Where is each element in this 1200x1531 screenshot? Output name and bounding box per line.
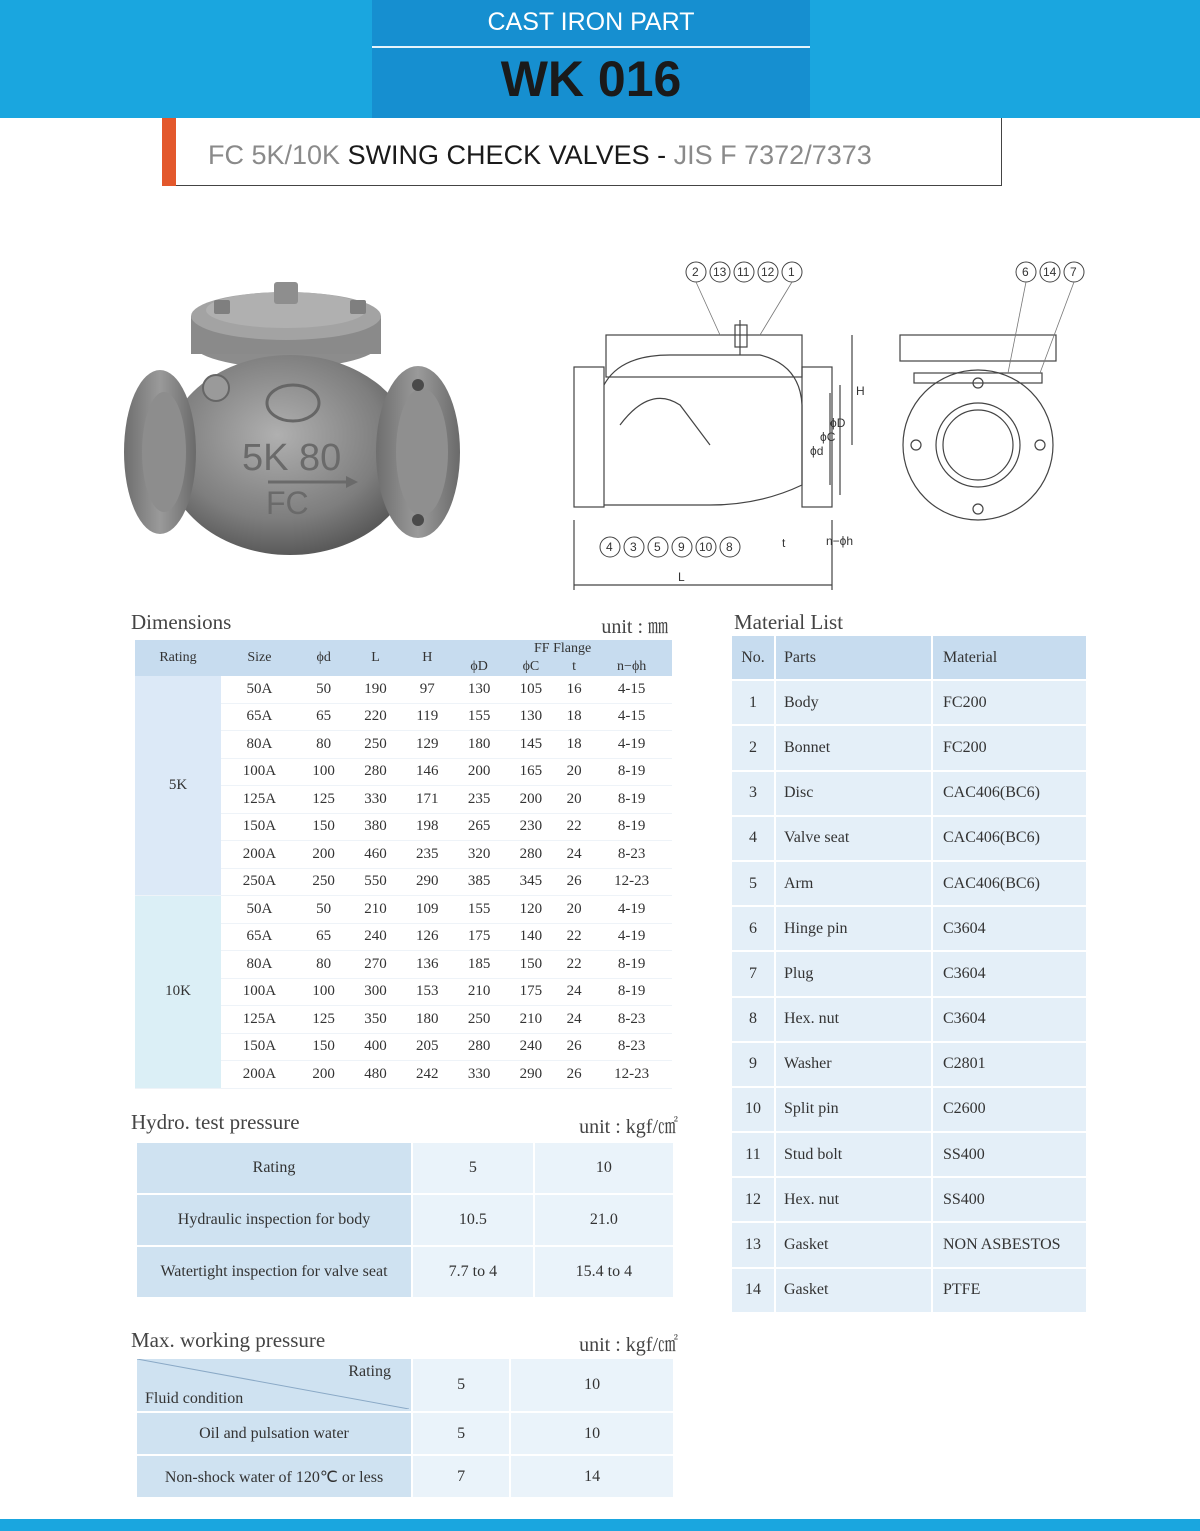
- table-cell: 22: [557, 813, 592, 841]
- material-name: FC200: [932, 680, 1087, 725]
- material-no: 8: [731, 997, 775, 1042]
- table-cell: 150: [298, 813, 350, 841]
- mwp-table: [135, 1357, 675, 1499]
- table-cell: 8-23: [591, 1033, 672, 1061]
- mwp-unit: unit : kgf/㎠: [579, 1334, 678, 1356]
- table-cell: 120: [505, 896, 557, 924]
- table-cell: 230: [505, 813, 557, 841]
- table-cell: 165: [505, 758, 557, 786]
- hydro-title: Hydro. test pressure: [131, 1110, 300, 1134]
- mwp-row-value: 7: [412, 1455, 510, 1498]
- table-cell: 175: [453, 923, 505, 951]
- table-cell: 26: [557, 1061, 592, 1089]
- table-cell: 109: [401, 896, 453, 924]
- hydro-row-value: 15.4 to 4: [534, 1246, 674, 1298]
- table-cell: 250: [350, 731, 402, 759]
- table-cell: 200A: [221, 1061, 298, 1089]
- col-flange-t: t: [557, 658, 592, 676]
- table-cell: 210: [453, 978, 505, 1006]
- table-cell: 65: [298, 703, 350, 731]
- table-cell: 105: [505, 676, 557, 703]
- table-cell: 190: [350, 676, 402, 703]
- table-cell: 345: [505, 868, 557, 896]
- table-cell: 80A: [221, 731, 298, 759]
- table-cell: 220: [350, 703, 402, 731]
- dim-label-h: H: [856, 384, 865, 398]
- material-no: 9: [731, 1042, 775, 1087]
- table-cell: 8-19: [591, 758, 672, 786]
- table-cell: 50A: [221, 896, 298, 924]
- material-no: 14: [731, 1268, 775, 1313]
- dimensions-title: Dimensions: [131, 610, 232, 634]
- material-no: 7: [731, 951, 775, 996]
- col-l: L: [350, 640, 402, 676]
- callout-13: 13: [713, 265, 727, 279]
- material-no: 1: [731, 680, 775, 725]
- table-cell: 126: [401, 923, 453, 951]
- callout-7: 7: [1070, 265, 1077, 279]
- table-row: [731, 861, 1087, 906]
- table-cell: 171: [401, 786, 453, 814]
- table-cell: 119: [401, 703, 453, 731]
- col-parts: Parts: [775, 635, 932, 680]
- table-cell: 270: [350, 951, 402, 979]
- table-cell: 300: [350, 978, 402, 1006]
- table-cell: 50A: [221, 676, 298, 703]
- material-name: PTFE: [932, 1268, 1087, 1313]
- table-row: [135, 676, 672, 703]
- valve-drawing: [560, 255, 1100, 595]
- table-row: [136, 1142, 674, 1194]
- subtitle-standard: JIS F 7372/7373: [673, 140, 872, 170]
- col-flange-nh: n−ϕh: [591, 658, 672, 676]
- header-divider: [372, 46, 810, 48]
- material-no: 3: [731, 771, 775, 816]
- table-cell: 155: [453, 896, 505, 924]
- table-row: [731, 1177, 1087, 1222]
- table-cell: 65A: [221, 923, 298, 951]
- table-cell: 145: [505, 731, 557, 759]
- table-cell: 200: [298, 1061, 350, 1089]
- table-row: [731, 816, 1087, 861]
- table-cell: 20: [557, 786, 592, 814]
- table-cell: 330: [350, 786, 402, 814]
- table-cell: 210: [505, 1006, 557, 1034]
- material-part: Hex. nut: [775, 1177, 932, 1222]
- table-cell: 4-19: [591, 731, 672, 759]
- subtitle-material: FC 5K/10K: [208, 140, 348, 170]
- col-no: No.: [731, 635, 775, 680]
- side-callouts-bottom: [600, 537, 740, 557]
- table-cell: 65: [298, 923, 350, 951]
- table-cell: 330: [453, 1061, 505, 1089]
- col-ff-flange: FF Flange: [453, 640, 672, 658]
- table-cell: 136: [401, 951, 453, 979]
- table-cell: 100: [298, 758, 350, 786]
- table-cell: 80A: [221, 951, 298, 979]
- material-name: C3604: [932, 906, 1087, 951]
- table-row: [136, 1455, 674, 1498]
- material-name: C2600: [932, 1087, 1087, 1132]
- category-label: CAST IRON PART: [487, 8, 695, 36]
- material-no: 2: [731, 725, 775, 770]
- table-row: [136, 1246, 674, 1298]
- table-row: [136, 1412, 674, 1455]
- accent-bar: [162, 118, 176, 186]
- table-cell: 20: [557, 758, 592, 786]
- table-cell: 290: [505, 1061, 557, 1089]
- table-cell: 130: [505, 703, 557, 731]
- table-cell: 146: [401, 758, 453, 786]
- material-part: Gasket: [775, 1268, 932, 1313]
- table-cell: 125: [298, 786, 350, 814]
- table-cell: 240: [505, 1033, 557, 1061]
- table-cell: 8-19: [591, 786, 672, 814]
- table-row: [731, 1268, 1087, 1313]
- mwp-title: Max. working pressure: [131, 1328, 326, 1352]
- material-name: CAC406(BC6): [932, 816, 1087, 861]
- mwp-header-10: 10: [510, 1358, 674, 1412]
- table-cell: 100A: [221, 978, 298, 1006]
- table-cell: 150: [505, 951, 557, 979]
- hydro-row-label: Watertight inspection for valve seat: [136, 1246, 412, 1298]
- table-cell: 200: [505, 786, 557, 814]
- table-cell: 8-23: [591, 1006, 672, 1034]
- table-cell: 385: [453, 868, 505, 896]
- callout-12: 12: [761, 265, 775, 279]
- model-number: WK 016: [500, 51, 682, 107]
- table-cell: 265: [453, 813, 505, 841]
- table-cell: 100: [298, 978, 350, 1006]
- header-band: [0, 0, 1200, 118]
- table-cell: 460: [350, 841, 402, 869]
- table-cell: 250: [298, 868, 350, 896]
- material-part: Stud bolt: [775, 1132, 932, 1177]
- material-no: 6: [731, 906, 775, 951]
- material-name: FC200: [932, 725, 1087, 770]
- mwp-header-rating: Rating: [348, 1363, 391, 1380]
- table-cell: 8-23: [591, 841, 672, 869]
- table-cell: 125: [298, 1006, 350, 1034]
- hydro-row-value: 10.5: [412, 1194, 534, 1246]
- material-part: Plug: [775, 951, 932, 996]
- table-cell: 242: [401, 1061, 453, 1089]
- table-cell: 26: [557, 1033, 592, 1061]
- material-no: 10: [731, 1087, 775, 1132]
- callout-3: 3: [630, 540, 637, 554]
- table-cell: 129: [401, 731, 453, 759]
- table-cell: 4-19: [591, 923, 672, 951]
- material-no: 5: [731, 861, 775, 906]
- table-cell: 22: [557, 923, 592, 951]
- cast-material-marking: FC: [266, 485, 309, 521]
- table-cell: 50: [298, 676, 350, 703]
- col-material: Material: [932, 635, 1087, 680]
- mwp-row-value: 10: [510, 1412, 674, 1455]
- col-flange-c: ϕC: [505, 658, 557, 676]
- table-row: [731, 1132, 1087, 1177]
- cast-size-marking: 5K 80: [242, 437, 342, 479]
- table-cell: 200: [298, 841, 350, 869]
- material-part: Valve seat: [775, 816, 932, 861]
- table-cell: 198: [401, 813, 453, 841]
- table-cell: 97: [401, 676, 453, 703]
- material-name: C3604: [932, 997, 1087, 1042]
- hydro-row-label: Hydraulic inspection for body: [136, 1194, 412, 1246]
- hydro-row-value: 7.7 to 4: [412, 1246, 534, 1298]
- rating-cell: 10K: [135, 896, 221, 1089]
- side-callouts-top: [686, 262, 802, 282]
- table-cell: 4-15: [591, 676, 672, 703]
- material-name: CAC406(BC6): [932, 861, 1087, 906]
- dim-label-t: t: [782, 536, 786, 550]
- dim-label-c: ϕC: [820, 430, 836, 444]
- table-cell: 18: [557, 731, 592, 759]
- table-row: [731, 680, 1087, 725]
- material-part: Disc: [775, 771, 932, 816]
- hydro-row-value: 21.0: [534, 1194, 674, 1246]
- table-row: [731, 725, 1087, 770]
- material-name: NON ASBESTOS: [932, 1222, 1087, 1267]
- table-cell: 125A: [221, 1006, 298, 1034]
- table-cell: 210: [350, 896, 402, 924]
- table-cell: 480: [350, 1061, 402, 1089]
- dim-label-dd: ϕD: [830, 416, 846, 430]
- table-cell: 80: [298, 951, 350, 979]
- callout-11: 11: [737, 265, 750, 279]
- table-cell: 16: [557, 676, 592, 703]
- table-cell: 150A: [221, 1033, 298, 1061]
- table-cell: 175: [505, 978, 557, 1006]
- table-cell: 290: [401, 868, 453, 896]
- callout-6: 6: [1022, 265, 1029, 279]
- material-part: Washer: [775, 1042, 932, 1087]
- mwp-diagonal-header: [136, 1358, 412, 1412]
- table-cell: 180: [401, 1006, 453, 1034]
- dimensions-unit: unit : ㎜: [601, 616, 668, 638]
- table-cell: 380: [350, 813, 402, 841]
- table-cell: 65A: [221, 703, 298, 731]
- table-cell: 550: [350, 868, 402, 896]
- table-row: [731, 951, 1087, 996]
- table-cell: 180: [453, 731, 505, 759]
- callout-8: 8: [726, 540, 733, 554]
- callout-2: 2: [692, 265, 699, 279]
- product-subtitle: [208, 140, 872, 171]
- table-cell: 280: [350, 758, 402, 786]
- table-cell: 235: [453, 786, 505, 814]
- hydro-unit: unit : kgf/㎠: [579, 1116, 678, 1138]
- mwp-header-fluid: Fluid condition: [145, 1390, 244, 1407]
- col-rating: Rating: [135, 640, 221, 676]
- table-row: [731, 997, 1087, 1042]
- table-cell: 200A: [221, 841, 298, 869]
- table-cell: 240: [350, 923, 402, 951]
- table-cell: 8-19: [591, 813, 672, 841]
- table-cell: 125A: [221, 786, 298, 814]
- valve-photo: [118, 270, 478, 570]
- table-cell: 150A: [221, 813, 298, 841]
- material-no: 13: [731, 1222, 775, 1267]
- materials-title: Material List: [734, 610, 844, 634]
- materials-body: [731, 680, 1087, 1313]
- callout-1: 1: [788, 265, 795, 279]
- table-cell: 320: [453, 841, 505, 869]
- table-cell: 250A: [221, 868, 298, 896]
- table-cell: 20: [557, 896, 592, 924]
- table-cell: 26: [557, 868, 592, 896]
- material-part: Arm: [775, 861, 932, 906]
- dimensions-body: [135, 676, 672, 1088]
- table-cell: 280: [453, 1033, 505, 1061]
- col-d: ϕd: [298, 640, 350, 676]
- dim-label-holes: n−ϕh: [826, 534, 854, 548]
- footer-band: [0, 1519, 1200, 1531]
- mwp-row-value: 5: [412, 1412, 510, 1455]
- table-cell: 12-23: [591, 868, 672, 896]
- callout-4: 4: [606, 540, 613, 554]
- table-cell: 4-19: [591, 896, 672, 924]
- table-cell: 235: [401, 841, 453, 869]
- table-cell: 155: [453, 703, 505, 731]
- table-cell: 130: [453, 676, 505, 703]
- material-no: 11: [731, 1132, 775, 1177]
- table-cell: 205: [401, 1033, 453, 1061]
- mwp-row-value: 14: [510, 1455, 674, 1498]
- dim-label-d: ϕd: [810, 444, 824, 458]
- table-cell: 185: [453, 951, 505, 979]
- material-no: 12: [731, 1177, 775, 1222]
- material-part: Gasket: [775, 1222, 932, 1267]
- table-cell: 250: [453, 1006, 505, 1034]
- col-h: H: [401, 640, 453, 676]
- header-title-block: [372, 0, 810, 118]
- mwp-header-5: 5: [412, 1358, 510, 1412]
- dimensions-table: [135, 640, 672, 1089]
- table-row: [731, 1042, 1087, 1087]
- mwp-row-label: Non-shock water of 120℃ or less: [136, 1455, 412, 1498]
- table-cell: 80: [298, 731, 350, 759]
- material-name: SS400: [932, 1132, 1087, 1177]
- product-subtitle-box: [162, 118, 1002, 186]
- table-row: [731, 1222, 1087, 1267]
- material-part: Hex. nut: [775, 997, 932, 1042]
- table-row: [731, 1087, 1087, 1132]
- table-cell: 350: [350, 1006, 402, 1034]
- material-name: SS400: [932, 1177, 1087, 1222]
- material-name: C2801: [932, 1042, 1087, 1087]
- material-part: Hinge pin: [775, 906, 932, 951]
- callout-5: 5: [654, 540, 661, 554]
- subtitle-product: SWING CHECK VALVES -: [347, 140, 674, 170]
- dim-label-l: L: [678, 570, 685, 584]
- table-cell: 100A: [221, 758, 298, 786]
- table-cell: 24: [557, 978, 592, 1006]
- hydro-row-value: 10: [534, 1142, 674, 1194]
- table-cell: 24: [557, 841, 592, 869]
- col-flange-d: ϕD: [453, 658, 505, 676]
- hydro-table: [135, 1141, 675, 1299]
- table-cell: 4-15: [591, 703, 672, 731]
- material-name: CAC406(BC6): [932, 771, 1087, 816]
- table-row: [136, 1358, 674, 1412]
- hydro-body: [136, 1142, 674, 1298]
- table-cell: 24: [557, 1006, 592, 1034]
- mwp-row-label: Oil and pulsation water: [136, 1412, 412, 1455]
- rating-cell: 5K: [135, 676, 221, 896]
- table-cell: 8-19: [591, 951, 672, 979]
- table-cell: 50: [298, 896, 350, 924]
- materials-table: [730, 634, 1088, 1314]
- table-cell: 22: [557, 951, 592, 979]
- hydro-row-value: 5: [412, 1142, 534, 1194]
- table-cell: 18: [557, 703, 592, 731]
- table-row: [731, 771, 1087, 816]
- table-row: [731, 906, 1087, 951]
- material-no: 4: [731, 816, 775, 861]
- table-cell: 280: [505, 841, 557, 869]
- col-size: Size: [221, 640, 298, 676]
- table-cell: 200: [453, 758, 505, 786]
- table-cell: 12-23: [591, 1061, 672, 1089]
- table-cell: 400: [350, 1033, 402, 1061]
- table-cell: 153: [401, 978, 453, 1006]
- callout-10: 10: [699, 540, 713, 554]
- callout-9: 9: [678, 540, 685, 554]
- callout-14: 14: [1043, 265, 1057, 279]
- table-cell: 8-19: [591, 978, 672, 1006]
- material-part: Split pin: [775, 1087, 932, 1132]
- hydro-row-label: Rating: [136, 1142, 412, 1194]
- table-row: [135, 896, 672, 924]
- material-name: C3604: [932, 951, 1087, 996]
- material-part: Bonnet: [775, 725, 932, 770]
- table-row: [136, 1194, 674, 1246]
- table-cell: 140: [505, 923, 557, 951]
- material-part: Body: [775, 680, 932, 725]
- end-callouts-top: [1016, 262, 1084, 282]
- table-cell: 150: [298, 1033, 350, 1061]
